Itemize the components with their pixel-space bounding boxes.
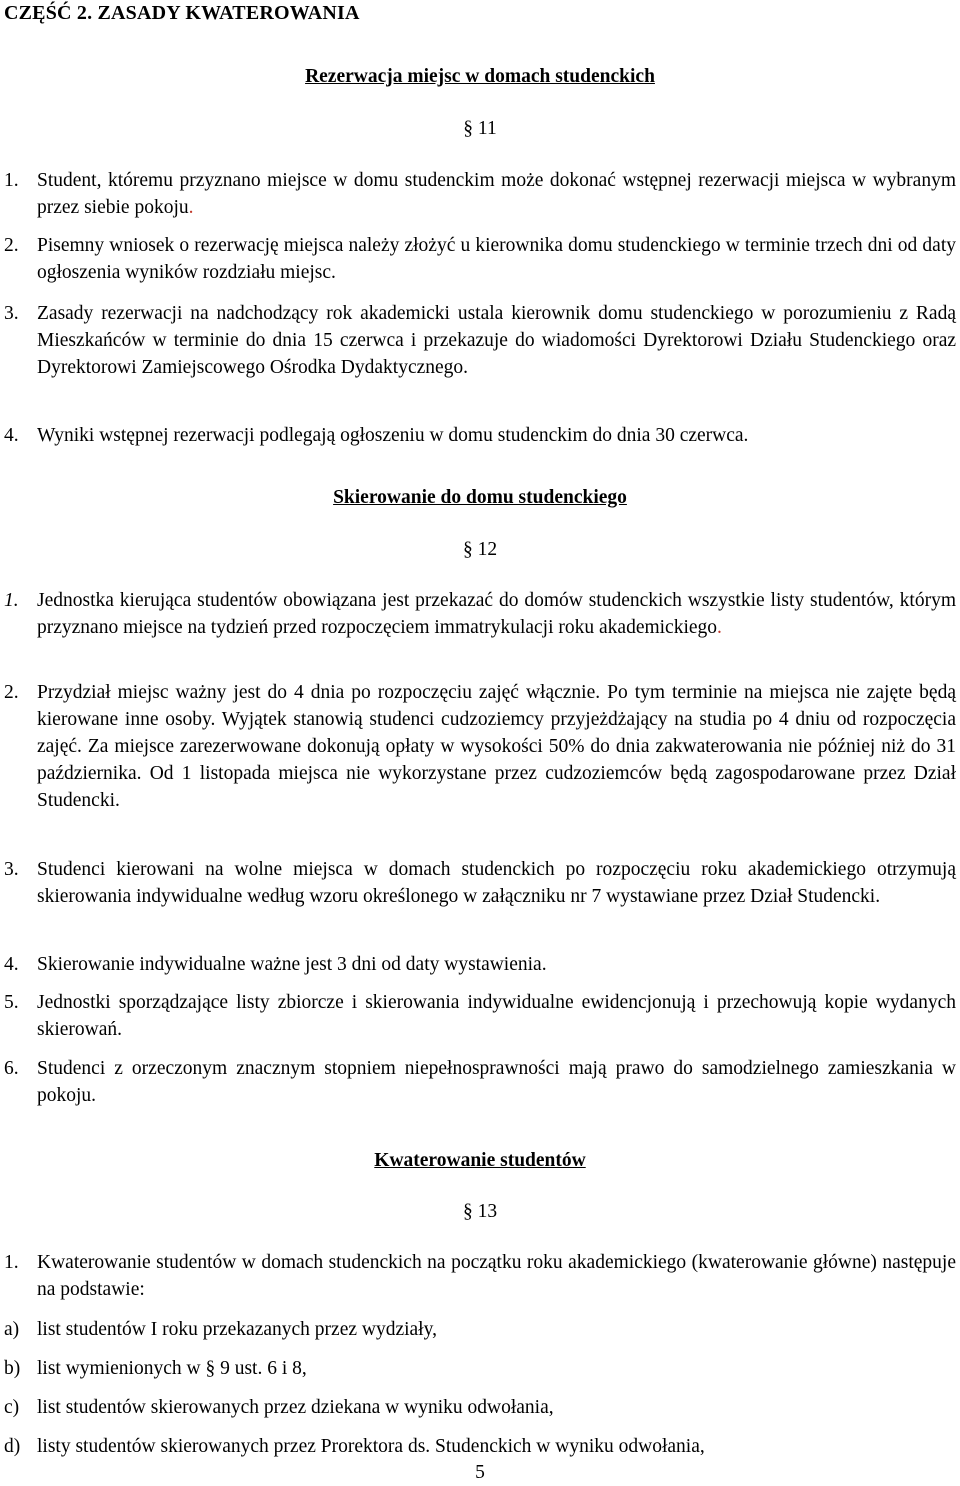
item-number: 2.: [4, 235, 19, 256]
item-number: 3.: [4, 859, 19, 880]
section-title-accommodation: Kwaterowanie studentów: [374, 1150, 586, 1171]
list-item: [4, 300, 956, 381]
sub-list-item: [4, 1355, 956, 1382]
item-text: Studenci kierowani na wolne miejsca w domach studenckich po rozpoczęciu roku akademickiego otrzymują skierowania indywidualne według wzoru określonego w załączniku nr 7 wystawiane przez Dział Studencki.: [37, 859, 956, 907]
sub-item-letter: d): [4, 1436, 21, 1457]
item-number: 4.: [4, 954, 19, 975]
item-number: 4.: [4, 425, 19, 446]
item-number: 3.: [4, 303, 19, 324]
page-number: 5: [475, 1462, 485, 1483]
section-title-reservation: Rezerwacja miejsc w domach studenckich: [305, 66, 655, 87]
sub-list-item: [4, 1316, 956, 1343]
sub-item-letter: c): [4, 1397, 20, 1418]
item-text: Jednostka kierująca studentów obowiązana jest przekazać do domów studenckich wszystkie listy studentów, którym przyznano miejsce na tydzień przed rozpoczęciem immatrykulacji roku akademickiego.: [37, 590, 956, 638]
paragraph-number-12: § 12: [462, 539, 498, 560]
list-item: [4, 587, 956, 641]
list-item: [4, 422, 956, 449]
item-text: Przydział miejsc ważny jest do 4 dnia po rozpoczęciu zajęć włącznie. Po tym terminie na miejsca nie zajęte będą kierowane inne osoby. Wyjątek stanowią studenci cudzoziemcy przyjeżdżający na studia po 4 dniu od rozpoczęcia zajęć. Za miejsce zarezerwowane dokonują opłaty w wysokości 50% do dnia zakwaterowania nie później niż do 31 października. Od 1 listopada miejsca nie wykorzystane przez cudzoziemców będą zagospodarowane przez Dział Studencki.: [37, 682, 956, 811]
sub-list-item: [4, 1433, 956, 1460]
list-item: [4, 856, 956, 910]
item-number: 6.: [4, 1058, 19, 1079]
item-text: Kwaterowanie studentów w domach studenckich na początku roku akademickiego (kwaterowanie główne) następuje na podstawie:: [37, 1252, 956, 1300]
item-number: 2.: [4, 682, 19, 703]
sub-item-text: listy studentów skierowanych przez Prorektora ds. Studenckich w wyniku odwołania,: [37, 1436, 705, 1457]
list-item: [4, 1249, 956, 1303]
sub-item-letter: a): [4, 1319, 20, 1340]
item-text: Pisemny wniosek o rezerwację miejsca należy złożyć u kierownika domu studenckiego w terminie trzech dni od daty ogłoszenia wyników rozdziału miejsc.: [37, 235, 956, 283]
item-number: 1.: [4, 1252, 19, 1273]
list-item: [4, 1055, 956, 1109]
item-text: Skierowanie indywidualne ważne jest 3 dni od daty wystawienia.: [37, 954, 547, 975]
sub-item-text: list studentów skierowanych przez dziekana w wyniku odwołania,: [37, 1397, 554, 1418]
item-text: Zasady rezerwacji na nadchodzący rok akademicki ustala kierownik domu studenckiego w porozumieniu z Radą Mieszkańców w terminie do dnia 15 czerwca i przekazuje do wiadomości Dyrektorowi Działu Studenckiego oraz Dyrektorowi Zamiejscowego Ośrodka Dydaktycznego.: [37, 303, 956, 378]
item-number: 5.: [4, 992, 19, 1013]
part-title: CZĘŚĆ 2. ZASADY KWATEROWANIA: [4, 2, 360, 24]
list-item: [4, 232, 956, 286]
item-text: Wyniki wstępnej rezerwacji podlegają ogłoszeniu w domu studenckim do dnia 30 czerwca.: [37, 425, 749, 446]
list-item: [4, 167, 956, 221]
item-text: Jednostki sporządzające listy zbiorcze i skierowania indywidualne ewidencjonują i przechowują kopie wydanych skierowań.: [37, 992, 956, 1040]
sub-item-text: list studentów I roku przekazanych przez wydziały,: [37, 1319, 437, 1340]
paragraph-number-11: § 11: [463, 118, 497, 139]
sub-item-letter: b): [4, 1358, 21, 1379]
list-item: [4, 679, 956, 814]
sub-list-item: [4, 1394, 956, 1421]
item-number: 1.: [4, 170, 19, 191]
list-item: [4, 989, 956, 1043]
item-text: Studenci z orzeczonym znacznym stopniem niepełnosprawności mają prawo do samodzielnego zamieszkania w pokoju.: [37, 1058, 956, 1106]
item-text: Student, któremu przyznano miejsce w domu studenckim może dokonać wstępnej rezerwacji miejsca w wybranym przez siebie pokoju.: [37, 170, 956, 218]
section-title-referral: Skierowanie do domu studenckiego: [333, 487, 627, 508]
paragraph-number-13: § 13: [462, 1201, 498, 1222]
list-item: [4, 951, 956, 978]
item-number: 1.: [4, 590, 19, 611]
sub-item-text: list wymienionych w § 9 ust. 6 i 8,: [37, 1358, 307, 1379]
